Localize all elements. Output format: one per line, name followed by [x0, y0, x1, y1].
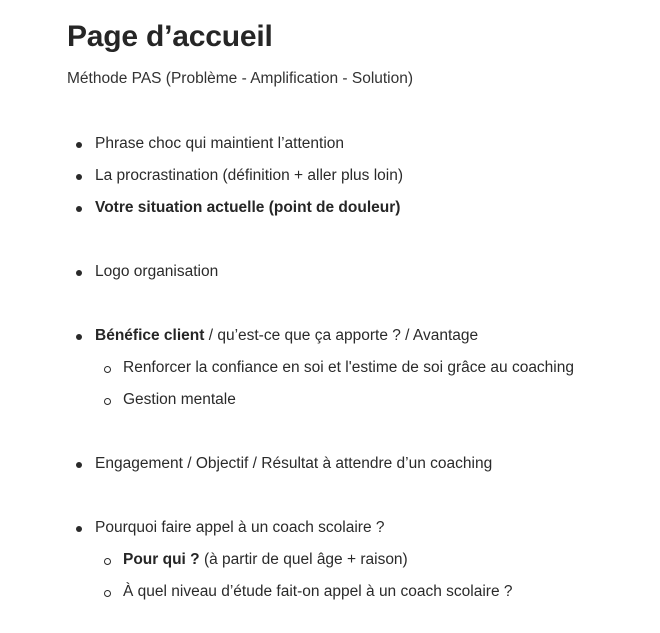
bullet-icon: [76, 526, 82, 532]
bold-text: Bénéfice client: [95, 327, 205, 344]
page-title: Page d’accueil: [67, 20, 273, 53]
bold-text: Votre situation actuelle (point de douleur): [95, 199, 401, 216]
page-subtitle: Méthode PAS (Problème - Amplification - Solution): [67, 70, 414, 87]
hollow-bullet-icon: [104, 558, 111, 565]
bullet-icon: [76, 206, 82, 212]
bullet-icon: [76, 334, 82, 340]
list-item-text: Renforcer la confiance en soi et l'estime de soi grâce au coaching: [123, 359, 574, 376]
plain-text: (à partir de quel âge + raison): [199, 551, 408, 568]
list-item-text: [95, 325, 478, 347]
list-item-text: Pourquoi faire appel à un coach scolaire ?: [95, 519, 385, 536]
hollow-bullet-icon: [104, 398, 111, 405]
list-item-text: Engagement / Objectif / Résultat à attendre d’un coaching: [95, 455, 493, 472]
bullet-icon: [76, 462, 82, 468]
list-item-text: [95, 197, 400, 219]
list-item-text: La procrastination (définition + aller plus loin): [95, 167, 404, 184]
list-item-text: Logo organisation: [95, 263, 219, 280]
bold-text: Pour qui ?: [123, 551, 200, 568]
list-item-text: Gestion mentale: [123, 391, 236, 408]
list-item-text: À quel niveau d’étude fait-on appel à un coach scolaire ?: [123, 583, 513, 600]
hollow-bullet-icon: [104, 590, 111, 597]
list-item-text: [123, 549, 408, 571]
hollow-bullet-icon: [104, 366, 111, 373]
list-item-text: Phrase choc qui maintient l’attention: [95, 135, 345, 152]
bullet-icon: [76, 142, 82, 148]
bullet-icon: [76, 174, 82, 180]
bullet-icon: [76, 270, 82, 276]
plain-text: / qu’est-ce que ça apporte ? / Avantage: [204, 327, 479, 344]
